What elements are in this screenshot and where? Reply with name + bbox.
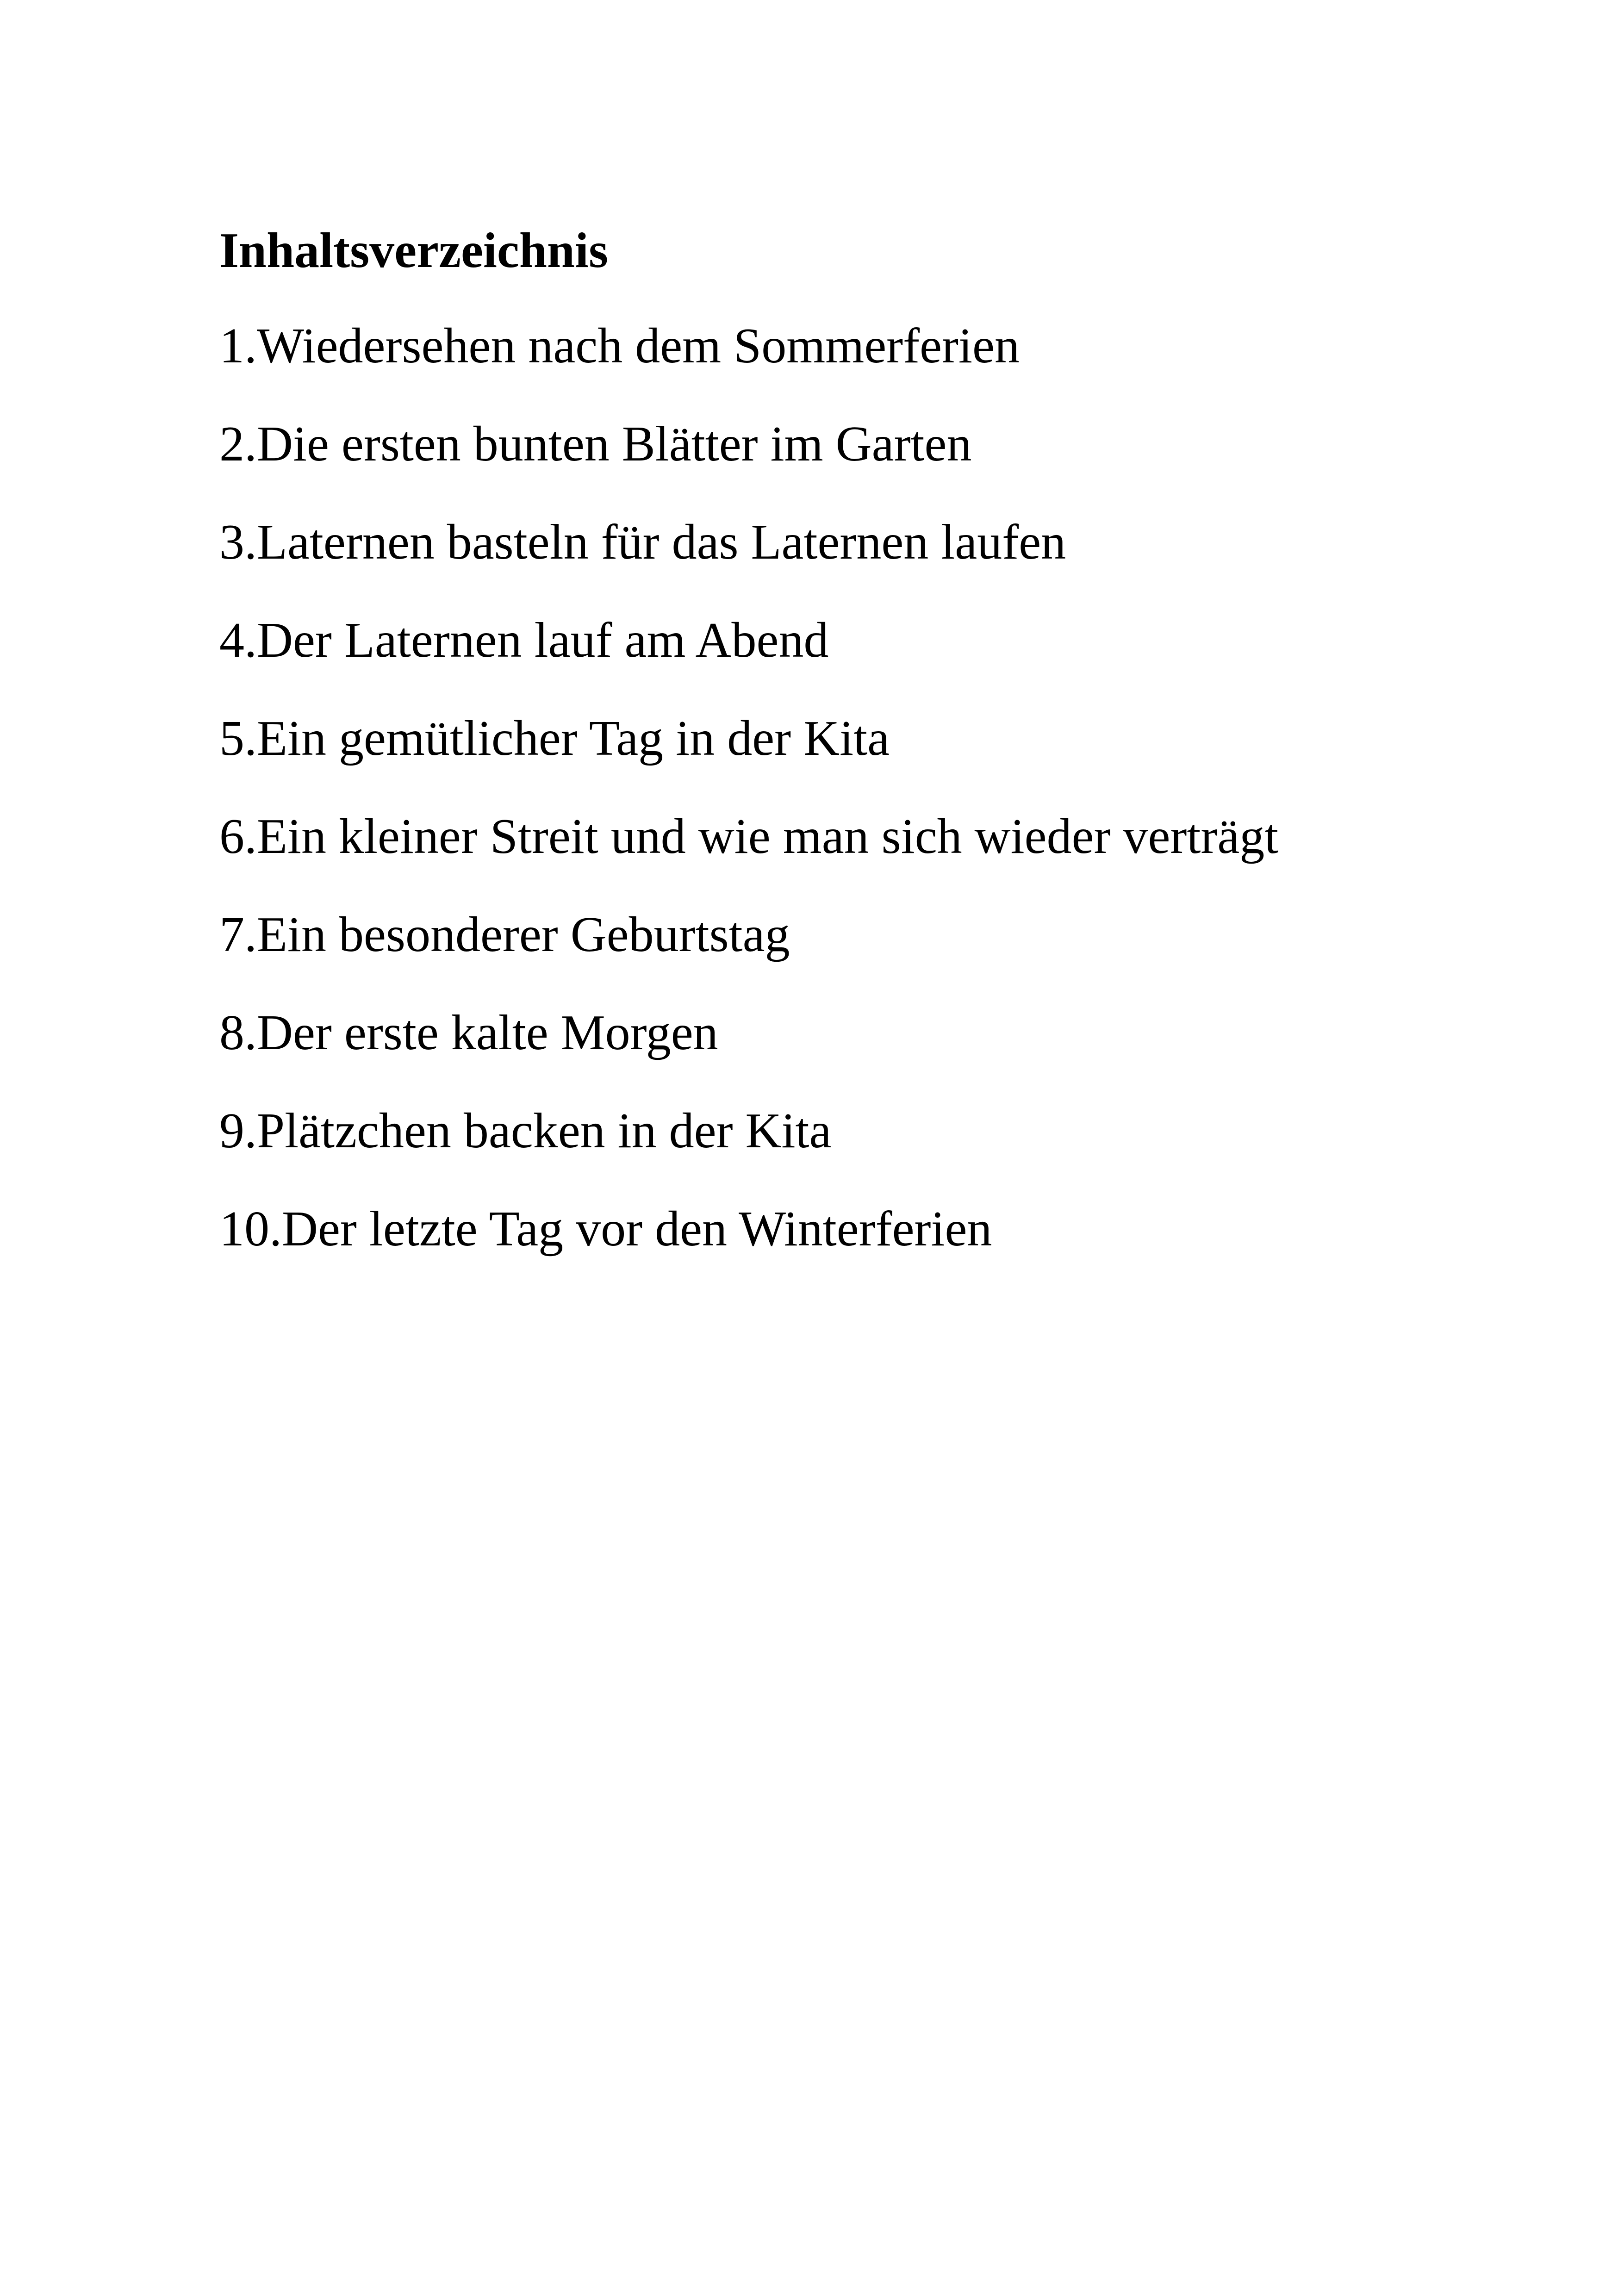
toc-entry-1: 1.Wiedersehen nach dem Sommerferien xyxy=(219,318,1020,373)
toc-entry-2: 2.Die ersten bunten Blätter im Garten xyxy=(219,417,972,472)
toc-list xyxy=(219,315,1469,1261)
toc-entry-10: 10.Der letzte Tag vor den Winterferien xyxy=(219,1201,992,1257)
toc-entry-4: 4.Der Laternen lauf am Abend xyxy=(219,613,829,668)
table-of-contents xyxy=(219,219,1469,1296)
toc-entry-6: 6.Ein kleiner Streit und wie man sich wieder verträgt xyxy=(219,809,1279,864)
toc-heading: Inhaltsverzeichnis xyxy=(219,223,609,278)
toc-entry-7: 7.Ein besonderer Geburtstag xyxy=(219,907,790,962)
toc-entry-3: 3.Laternen basteln für das Laternen laufen xyxy=(219,515,1066,570)
toc-entry-8: 8.Der erste kalte Morgen xyxy=(219,1005,718,1060)
toc-entry-5: 5.Ein gemütlicher Tag in der Kita xyxy=(219,711,890,766)
toc-entry-9: 9.Plätzchen backen in der Kita xyxy=(219,1103,832,1158)
